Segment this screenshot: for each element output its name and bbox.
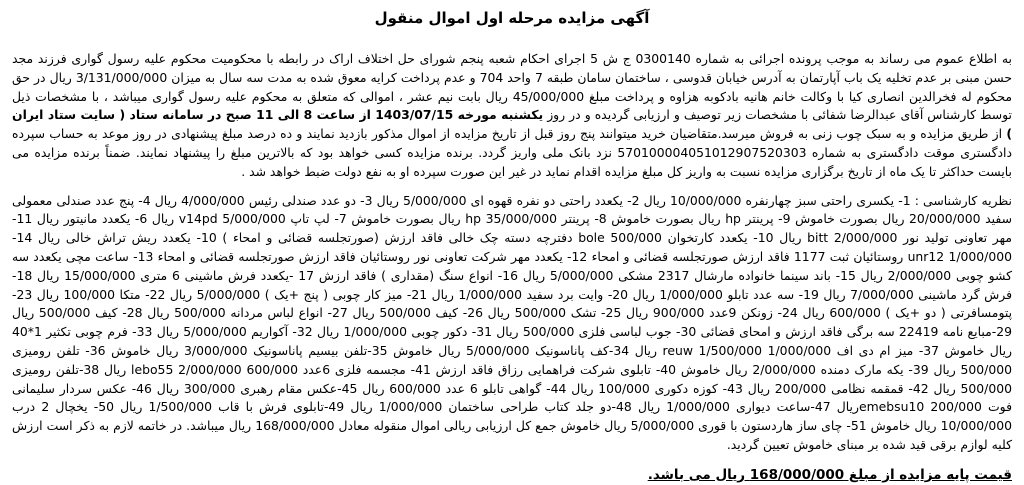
auction-date-highlight: یکشنبه مورخه 1403/07/15 از ساعت 8 الی 11 صبح در سامانه ستاد ( سایت ستاد ایران ) [12,107,1012,142]
notice-title: آگهی مزایده مرحله اول اموال منقول [374,9,650,27]
expert-opinion-paragraph: نظریه کارشناسی : 1- یکسری راحتی سبز چهارنفره 10/000/000 ریال 2- یکعدد راحتی دو نفره قهوه ای 5/000/000 ریال 3- دو عدد صندلی رئیس 4/000/000 ریال 4- پنج عدد صندلی معمولی سفید 20/000/000 ریال بصورت خاموش 9- پرینتر hp ریال بصورت خاموش 8- پرینتر 35/000/000 hp ریال بصورت خاموش 7- لپ تاپ 5/000/000 v14pd ریال 6- یکعدد مانیتور ریال 11- مهر تعاونی تولید نور 2/000/000 bitt ریال 10- یکعدد کارتخوان 500/000 bole دفترچه دسته چک خالی فاقد ارزش (صورتجلسه قضائی و امحاء ) 10- یکعدد ریش تراش خالی ریال 14- 1/000/000 unr12 روستائیان ثبت 1177 فاقد ارزش صورتجلسه قضائی و امحاء 12- یکعدد مهر شرکت تعاونی نور روستائیان فاقد ارزش صورتجلسه قضائی و امحاء 13- ساعت مچی یکعدد سه کشو چوبی 2/000/000 ریال 15- باند سینما خانواده مارشال 2317 مشکی 5/000/000 ریال 16- انواع سنگ (مقداری ) فاقد ارزش 17 -یکعدد فرش ماشینی 6 متری 15/000/000 ریال 18-فرش گرد ماشینی 7/000/000 ریال 19- سه عدد تابلو 1/000/000 ریال 20- وایت برد سفید 1/000/000 ریال 21- میز کار چوبی ( پنج +یک ) 5/000/000 ریال 22- متکا 100/000 ریال 23- پتومسافرتی ( دو +یک ) 600/000 ریال 24- زونکن 9عدد 900/000 ریال 25- تشک 500/000 ریال 26- کیف 500/000 ریال 27- انواع لباس مردانه 500/000 ریال 28- کیف 500/000 ریال 29-مبایع نامه 22419 سه برگی فاقد ارزش و امحای قضائی 30- جوب لباسی فلزی 500/000 ریال 31- دکور چوبی 1/000/000 ریال 32- آکواریم 5/000/000 ریال 33- فرم چوبی تکثیر 1*40 ریال خاموش 37- میز ام دی اف 1/000/000 reuw 1/500/000 ریال 34-کف پاناسونیک 5/000/000 ریال خاموش 35-تلفن بیسیم پاناسونیک 3/000/000 ریال خاموش 36- تلفن رومیزی 500/000 ریال 39- یکه مارک دمنده 2/000/000 ریال خاموش 40- تابلوی شرکت فراهمایی رزاق فاقد ارزش 41- مجسمه فلزی 6عدد 600/000 lebo55 2/000/000 ریال 38-تلفن رومیزی 500/000 ریال 42- قمقمه نظامی 200/000 ریال 43- کوزه دکوری 100/000 ریال 44- گواهی تابلو 6 عدد 600/000 ریال 45-عکس مقام رهبری 300/000 ریال 46- عکس سردار سلیمانی فوت emebsu10 200/000ریال 47-ساعت دیواری 1/000/000 ریال 48-دو جلد کتاب طراحی ساختمان 1/000/000 ریال 49-تابلوی فرش با قاب 1/500/000 ریال 50- یخچال 2 درب 10/000/000 ریال خاموش 51- چای ساز هاردستون با قوری 5/000/000 ریال خاموش جمع کل ارزیابی ریالی اموال منقوله معادل 168/000/000 ریال میباشد. در خاتمه لازم به ذکر است ارزش کلیه لوازم برقی قید شده بر مبنای خاموش تعیین گردید. [12,192,1013,452]
base-price-footer: قیمت پایه مزایده از مبلغ 168/000/000 ریال می باشد. [647,466,1012,483]
intro-text-part1: به اطلاع عموم می رساند به موجب پرونده اجرائی به شماره 0300140 ج ش 5 اجرای احکام شعبه پنجم شورای حل اختلاف اراک در رابطه با محکومیت محکوم علیه رسول گواری فرزند مجد حسن مبنی بر عدم تخلیه یک باب آپارتمان به آدرس خیابان قدوسی ، ساختمان سامان طبقه 7 واحد 704 و عدم پرداخت کرایه معوق شده به مدت سه سال به میزان 3/131/000/000 ریال در حق محکوم له فخرالدین انصاری کیا با وکالت خانم هانیه بادکوبه هزاوه و پرداخت مبلغ 45/000/000 ریال بابت نیم عشر ، اموالی که متعلق به محکوم علیه رسول گواری میباشد ، با مشخصات ذیل توسط کارشناس آقای عبدالرضا شفائی با مشخصات زیر توصیف و ارزیابی گردیده و در روز [12,51,1013,123]
intro-text-part2: از طریق مزایده و به سبک چوب زنی به فروش میرسد.متقاضیان خرید میتوانند پنج روز قبل از تاریخ مزایده از اموال مذکور بازدید نمایند و ده درصد مبلغ پیشنهادی در روز موعد به حساب سپرده دادگستری موقت دادگستری به شماره 5701000040510129075203‪0‬3 نزد بانک ملی واریز گردد. برنده مزایده کسی خواهد بود که بالاترین مبلغ را پیشنهاد نمایند. ضمناً برنده مزایده می بایست حداکثر تا یک ماه از تاریخ برگزاری مزایده نسبت به واریز کل مبلغ مزایده اقدام نماید در غیر این صورت سپرده او به نفع دولت ضبط خواهد شد . [12,126,1012,179]
notice-paragraph-intro [12,50,1012,182]
